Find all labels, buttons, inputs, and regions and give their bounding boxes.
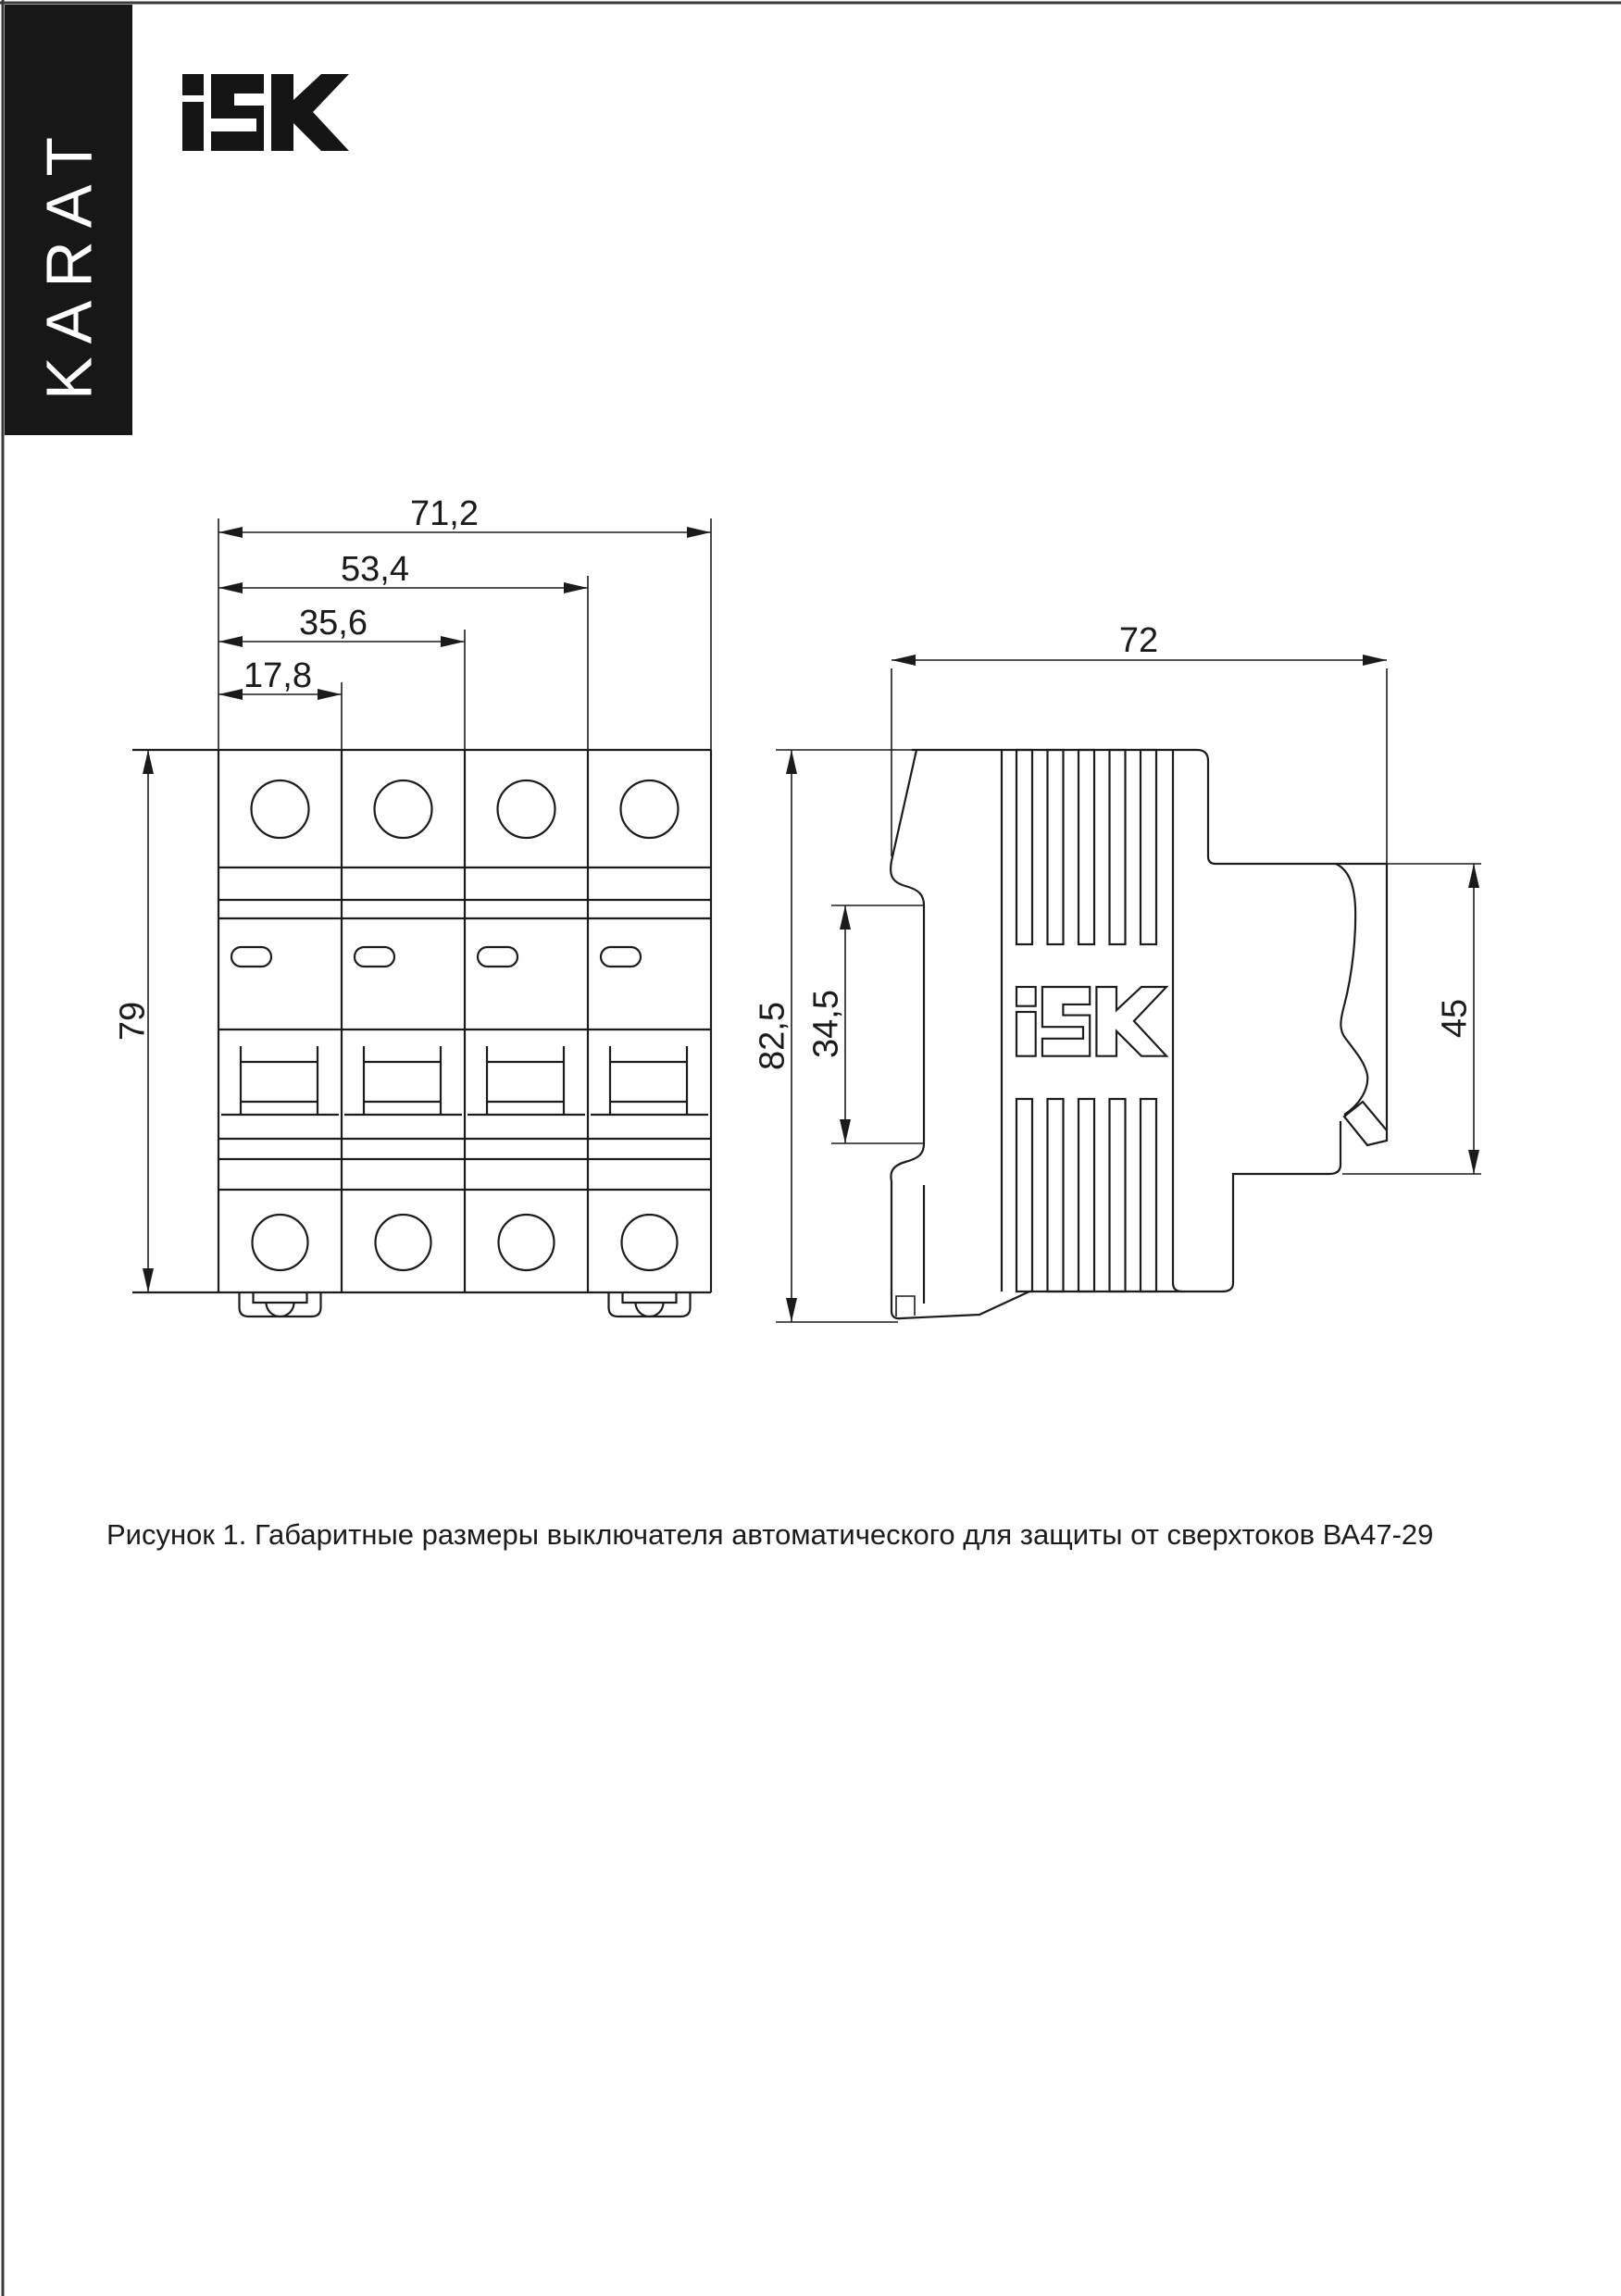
vent-slats-upper xyxy=(1016,750,1156,944)
iek-logo-outline-icon xyxy=(1016,987,1166,1056)
marking-window-icon xyxy=(601,947,641,967)
banner-label: KARAT xyxy=(32,123,106,401)
dimension-depth-72 xyxy=(892,621,1387,864)
dim-label-34-5: 34,5 xyxy=(806,990,846,1058)
terminal-screw-icon xyxy=(253,1215,308,1270)
dim-label-17-8: 17,8 xyxy=(243,656,312,695)
dim-label-53-4: 53,4 xyxy=(341,550,409,589)
dim-label-45: 45 xyxy=(1435,998,1475,1039)
terminal-screw-icon xyxy=(252,780,309,838)
dimension-width-1pole xyxy=(218,656,342,750)
pole-2 xyxy=(344,780,462,1270)
dimension-rail-34-5 xyxy=(806,905,924,1143)
din-clip-left-icon xyxy=(240,1292,321,1316)
marking-window-icon xyxy=(231,947,271,967)
terminal-screw-icon xyxy=(621,780,679,838)
terminal-screw-icon xyxy=(499,1215,555,1270)
front-view xyxy=(113,494,711,1316)
toggle-lever-icon xyxy=(344,1046,462,1115)
pole-3 xyxy=(468,780,585,1270)
dim-label-71-2: 71,2 xyxy=(410,494,479,533)
terminal-screw-icon xyxy=(498,780,555,838)
din-rail-pocket xyxy=(891,750,1029,1318)
figure-caption: Рисунок 1. Габаритные размеры выключателя автоматического для защиты от сверхтоков ВА47-29 xyxy=(106,1518,1434,1551)
dim-label-82-5: 82,5 xyxy=(753,1002,792,1070)
pole-4 xyxy=(591,780,708,1270)
din-clip-right-icon xyxy=(609,1292,691,1316)
marking-window-icon xyxy=(355,947,394,967)
dim-label-72: 72 xyxy=(1118,621,1159,660)
marking-window-icon xyxy=(478,947,517,967)
toggle-recess-profile xyxy=(1336,864,1367,1115)
dimension-width-3pole xyxy=(218,550,588,750)
terminal-screw-icon xyxy=(622,1215,678,1270)
dim-label-79: 79 xyxy=(113,1001,153,1042)
side-view xyxy=(753,621,1481,1322)
toggle-lever-icon xyxy=(591,1046,708,1115)
toggle-guard-icon xyxy=(1344,1102,1387,1145)
vent-slats-lower xyxy=(1016,1099,1156,1292)
toggle-lever-icon xyxy=(468,1046,585,1115)
clip-slot xyxy=(896,1296,915,1316)
dim-label-35-6: 35,6 xyxy=(299,604,368,643)
terminal-screw-icon xyxy=(376,1215,431,1270)
toggle-lever-icon xyxy=(221,1046,339,1115)
iek-logo xyxy=(182,74,349,151)
dimension-height-79 xyxy=(113,750,154,1292)
karat-banner xyxy=(5,5,132,435)
terminal-screw-icon xyxy=(375,780,432,838)
pole-1 xyxy=(221,780,339,1270)
